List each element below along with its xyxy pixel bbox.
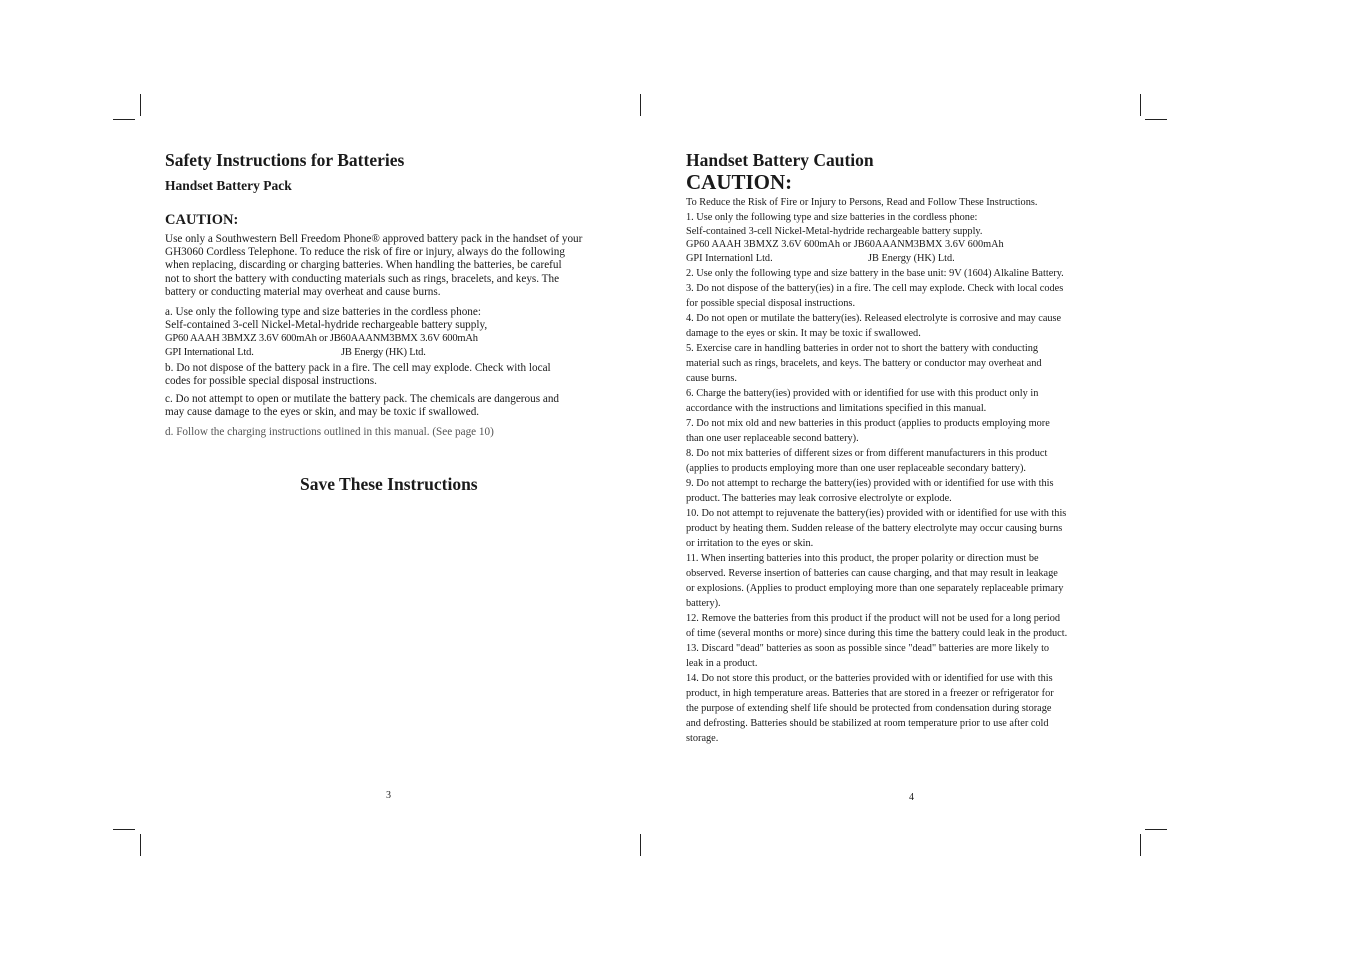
caution-line: of time (several months or more) since during this time the battery could leak in the product. [686, 628, 1068, 639]
intro-line: not to short the battery with conducting materials such as rings, bracelets, and keys. The [165, 272, 560, 285]
intro-line: Use only a Southwestern Bell Freedom Phone® approved battery pack in the handset of your [165, 233, 583, 245]
item-a-line: Self-contained 3-cell Nickel-Metal-hydride rechargeable battery supply, [165, 319, 488, 332]
caution-items [686, 266, 1106, 746]
crop-mark [1140, 94, 1141, 116]
caution-line: 3. Do not dispose of the battery(ies) in a fire. The cell may explode. Check with local codes [686, 283, 1064, 294]
caution-heading: CAUTION: [165, 212, 239, 228]
caution-line: 2. Use only the following type and size battery in the base unit: 9V (1604) Alkaline Battery. [686, 268, 1064, 279]
crop-mark [1140, 834, 1141, 856]
caution-heading: CAUTION: [686, 170, 793, 194]
caution-line: product, in high temperature areas. Batteries that are stored in a freezer or refrigerator for [686, 688, 1054, 699]
item-b-line: codes for possible special disposal instructions. [165, 375, 377, 388]
intro-line: GH3060 Cordless Telephone. To reduce the risk of fire or injury, always do the following [165, 246, 565, 259]
caution-line: the purpose of extending shelf life should be protected from condensation during storage [686, 703, 1052, 714]
caution-line: 7. Do not mix old and new batteries in this product (applies to products employing more [686, 418, 1050, 429]
crop-mark [1145, 829, 1167, 830]
crop-mark [140, 834, 141, 856]
caution-line: product by heating them. Sudden release of the battery electrolyte may occur causing burns [686, 523, 1063, 534]
item-a-line: GP60 AAAH 3BMXZ 3.6V 600mAh or JB60AAANM3BMX 3.6V 600mAh [165, 333, 478, 345]
crop-mark [113, 119, 135, 120]
intro-line: when replacing, discarding or charging batteries. When handling the batteries, be careful [165, 259, 562, 272]
page-title: Safety Instructions for Batteries [165, 150, 405, 170]
caution-line: 12. Remove the batteries from this product if the product will not be used for a long period [686, 613, 1061, 624]
page-number: 3 [386, 790, 391, 801]
caution-line: leak in a product. [686, 658, 758, 669]
caution-line: Self-contained 3-cell Nickel-Metal-hydride rechargeable battery supply. [686, 226, 983, 237]
caution-line: To Reduce the Risk of Fire or Injury to Persons, Read and Follow These Instructions. [686, 197, 1038, 208]
caution-line: 13. Discard "dead" batteries as soon as possible since "dead" batteries are more likely to [686, 643, 1050, 654]
caution-line: 5. Exercise care in handling batteries in order not to short the battery with conducting [686, 343, 1038, 354]
item-a-manufacturers [165, 346, 610, 359]
caution-line: (applies to products employing more than one user replaceable secondary battery). [686, 463, 1026, 474]
caution-line: 14. Do not store this product, or the batteries provided with or identified for use with this [686, 673, 1053, 684]
item-b [165, 362, 610, 388]
intro-line: battery or conducting material may overheat and cause burns. [165, 285, 441, 298]
caution-line: 6. Charge the battery(ies) provided with or identified for use with this product only in [686, 388, 1039, 399]
manufacturer-name: JB Energy (HK) Ltd. [341, 346, 426, 358]
right-page [686, 150, 1106, 746]
caution-line: and defrosting. Batteries should be stabilized at room temperature prior to use after cold [686, 718, 1049, 729]
item-d [165, 426, 610, 439]
intro-paragraph [165, 233, 610, 299]
crop-mark [113, 829, 135, 830]
caution-manufacturers [686, 251, 1106, 266]
caution-line: for possible special disposal instructions. [686, 298, 856, 309]
caution-line: GP60 AAAH 3BMXZ 3.6V 600mAh or JB60AAANM3BMX 3.6V 600mAh [686, 239, 1004, 250]
save-instructions-heading: Save These Instructions [300, 474, 478, 494]
crop-mark [1145, 119, 1167, 120]
manufacturer-name: GPI International Ltd. [165, 346, 254, 358]
caution-line: 1. Use only the following type and size batteries in the cordless phone: [686, 212, 978, 223]
caution-line: 10. Do not attempt to rejuvenate the battery(ies) provided with or identified for use with this [686, 508, 1067, 519]
caution-line: 8. Do not mix batteries of different sizes or from different manufacturers in this product [686, 448, 1048, 459]
caution-line: cause burns. [686, 373, 737, 384]
page-number: 4 [909, 792, 914, 803]
item-c [165, 393, 610, 419]
caution-line: 9. Do not attempt to recharge the battery(ies) provided with or identified for use with this [686, 478, 1054, 489]
caution-line: material such as rings, bracelets, and keys. The battery or conductor may overheat and [686, 358, 1042, 369]
manufacturer-name: JB Energy (HK) Ltd. [868, 253, 955, 264]
caution-line: product. The batteries may leak corrosive electrolyte or explode. [686, 493, 952, 504]
section-subtitle: Handset Battery Pack [165, 178, 292, 193]
caution-line: 11. When inserting batteries into this product, the proper polarity or direction must be [686, 553, 1039, 564]
caution-line: accordance with the instructions and limitations specified in this manual. [686, 403, 987, 414]
item-c-line: c. Do not attempt to open or mutilate the battery pack. The chemicals are dangerous and [165, 393, 560, 405]
caution-line: battery). [686, 598, 721, 609]
caution-line: than one user replaceable second battery). [686, 433, 859, 444]
caution-line: damage to the eyes or skin. It may be toxic if swallowed. [686, 328, 921, 339]
page-title: Handset Battery Caution [686, 150, 874, 170]
crop-mark [640, 94, 641, 116]
crop-mark [640, 834, 641, 856]
caution-line: or explosions. (Applies to product employing more than one separately replaceable primary [686, 583, 1064, 594]
caution-line: storage. [686, 733, 719, 744]
caution-list [686, 195, 1106, 746]
manufacturer-name: GPI Internationl Ltd. [686, 253, 773, 264]
item-d-line: d. Follow the charging instructions outlined in this manual. (See page 10) [165, 426, 494, 438]
caution-line: observed. Reverse insertion of batteries can cause charging, and that may result in leakage [686, 568, 1058, 579]
item-a [165, 306, 610, 359]
crop-mark [140, 94, 141, 116]
caution-line: 4. Do not open or mutilate the battery(ies). Released electrolyte is corrosive and may cause [686, 313, 1062, 324]
item-b-line: b. Do not dispose of the battery pack in a fire. The cell may explode. Check with local [165, 362, 551, 374]
item-a-line: a. Use only the following type and size batteries in the cordless phone: [165, 306, 481, 318]
caution-line: or irritation to the eyes or skin. [686, 538, 814, 549]
item-c-line: may cause damage to the eyes or skin, and may be toxic if swallowed. [165, 406, 480, 419]
